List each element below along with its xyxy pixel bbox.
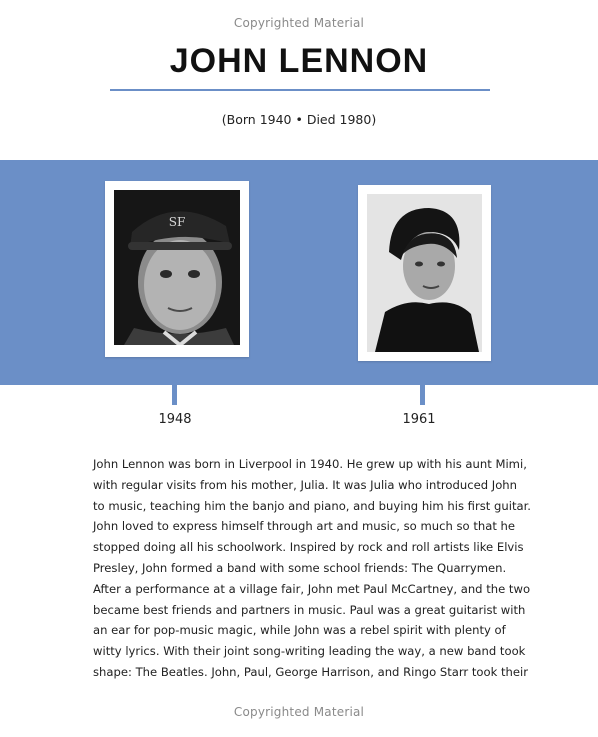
body-line: John loved to express himself through art and music, so much so that he — [93, 519, 516, 534]
young-man-portrait-photo — [367, 194, 482, 352]
timeline-tick-1948 — [172, 385, 177, 405]
body-line: John Lennon was born in Liverpool in 1940. He grew up with his aunt Mimi, — [93, 457, 527, 471]
body-line: shape: The Beatles. John, Paul, George Harrison, and Ringo Starr took their — [93, 664, 529, 679]
timeline-year-1961: 1961 — [402, 412, 436, 427]
body-line: became best friends and partners in music. Paul was a great guitarist with — [93, 602, 526, 617]
photo-timeline-band — [0, 160, 598, 385]
body-line: After a performance at a village fair, John met Paul McCartney, and the two — [93, 581, 531, 596]
life-dates: (Born 1940 • Died 1980) — [221, 112, 377, 127]
body-line: stopped doing all his schoolwork. Inspired by rock and roll artists like Elvis — [93, 540, 524, 555]
biography-paragraph — [93, 454, 531, 683]
body-line: to music, teaching him the banjo and piano, and buying him his first guitar. — [93, 498, 531, 513]
svg-text:SF: SF — [168, 215, 186, 229]
copyright-watermark-top: Copyrighted Material — [233, 16, 365, 30]
timeline-year-1948: 1948 — [158, 412, 192, 427]
body-line: Presley, John formed a band with some school friends: The Quarrymen. — [93, 560, 507, 575]
body-line: an ear for pop-music magic, while John was a rebel spirit with plenty of — [93, 623, 506, 638]
page-title: JOHN LENNON — [169, 42, 429, 80]
photo-frame-1961 — [358, 185, 491, 361]
body-line: with regular visits from his mother, Julia. It was Julia who introduced John — [93, 477, 517, 492]
copyright-watermark-bottom: Copyrighted Material — [233, 705, 365, 719]
body-line: witty lyrics. With their joint song-writing leading the way, a new band took — [93, 644, 526, 659]
young-man-portrait-image — [367, 194, 482, 352]
child-portrait-photo — [114, 190, 240, 345]
timeline-tick-1961 — [420, 385, 425, 405]
photo-frame-1948 — [105, 181, 249, 357]
title-divider — [110, 89, 490, 91]
child-portrait-image — [114, 190, 240, 345]
